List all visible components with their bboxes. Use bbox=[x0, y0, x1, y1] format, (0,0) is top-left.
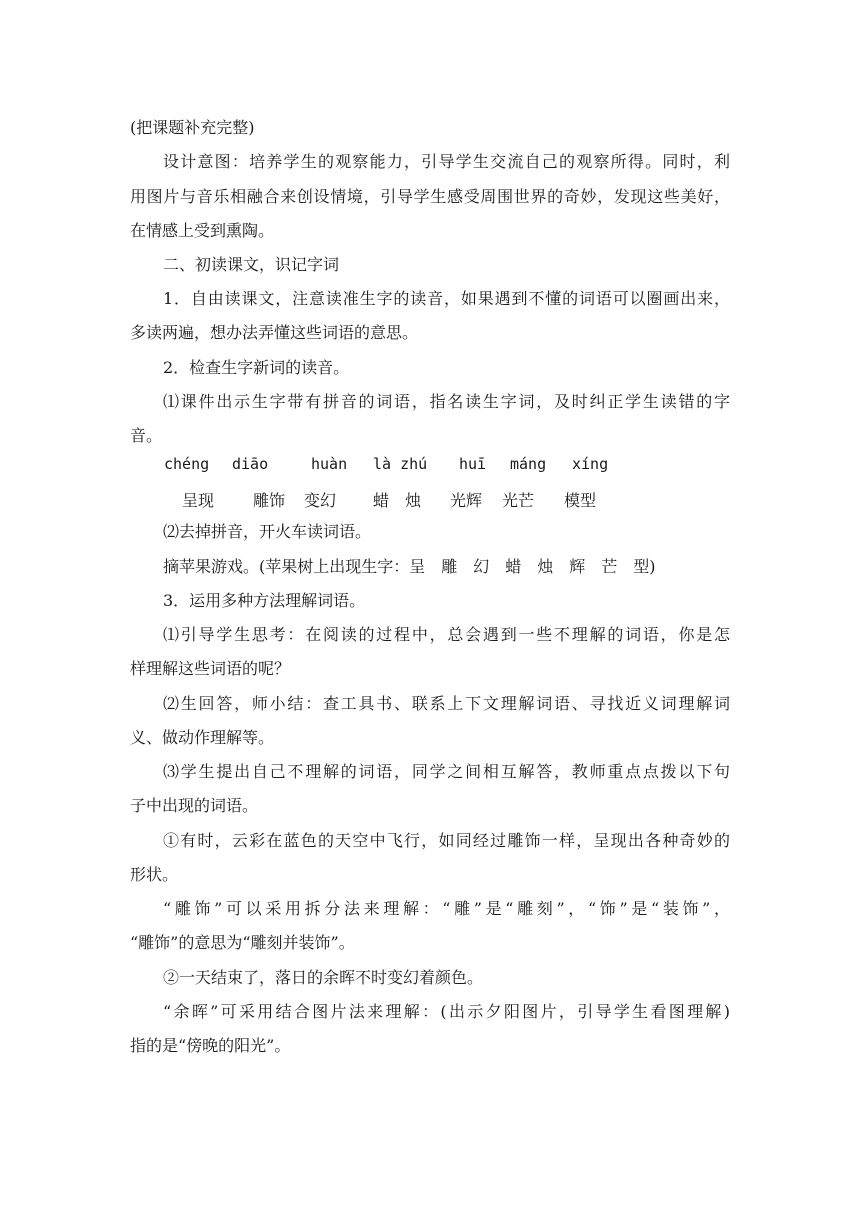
text-line: 多读两遍，想办法弄懂这些词语的意思。 bbox=[130, 323, 419, 342]
text-line: 2．检查生字新词的读音。 bbox=[163, 358, 350, 377]
text-line: 义、做动作理解等。 bbox=[130, 728, 275, 747]
vocab-word: 模型 bbox=[564, 491, 597, 510]
section-heading: 二、初读课文，识记字词 bbox=[163, 255, 340, 274]
text-line: (把课题补充完整) bbox=[130, 118, 255, 137]
text-line: ⑴引导学生思考：在阅读的过程中，总会遇到一些不理解的词语，你是怎 bbox=[163, 625, 730, 644]
text-line: “雕饰”的意思为“雕刻并装饰”。 bbox=[130, 933, 355, 952]
text-line: 设计意图：培养学生的观察能力，引导学生交流自己的观察所得。同时，利 bbox=[163, 152, 730, 171]
pinyin: chéng bbox=[164, 455, 210, 473]
text-line: 样理解这些词语的呢？ bbox=[130, 659, 291, 678]
text-line: ⑵生回答，师小结：查工具书、联系上下文理解词语、寻找近义词理解词 bbox=[163, 694, 730, 713]
text-line: 在情感上受到熏陶。 bbox=[130, 221, 275, 240]
pinyin: huī bbox=[459, 455, 487, 473]
text-line: “雕饰”可以采用拆分法来理解：“雕”是“雕刻”，“饰”是“装饰”， bbox=[163, 899, 730, 918]
pinyin: xíng bbox=[572, 455, 609, 473]
pinyin: máng bbox=[510, 455, 547, 473]
text-line: 子中出现的词语。 bbox=[130, 796, 259, 815]
text-line: 摘苹果游戏。(苹果树上出现生字：呈 雕 幻 蜡 烛 辉 芒 型) bbox=[163, 557, 656, 576]
text-line: ①有时，云彩在蓝色的天空中飞行，如同经过雕饰一样，呈现出各种奇妙的 bbox=[163, 831, 730, 850]
text-line: ⑶学生提出自己不理解的词语，同学之间相互解答，教师重点点拨以下句 bbox=[163, 762, 730, 781]
pinyin: huàn bbox=[311, 455, 348, 473]
pinyin: là zhú bbox=[373, 455, 428, 473]
vocab-word: 光芒 bbox=[502, 491, 535, 510]
vocab-word: 呈现 bbox=[182, 491, 215, 510]
vocab-word: 雕饰 bbox=[253, 491, 286, 510]
text-line: ②一天结束了，落日的余晖不时变幻着颜色。 bbox=[163, 968, 484, 987]
text-line: 指的是“傍晚的阳光”。 bbox=[130, 1036, 291, 1055]
text-line: 用图片与音乐相融合来创设情境，引导学生感受周围世界的奇妙，发现这些美好， bbox=[130, 187, 730, 206]
text-line: 音。 bbox=[130, 426, 163, 445]
text-line: 3．运用多种方法理解词语。 bbox=[163, 591, 366, 610]
text-line: 形状。 bbox=[130, 865, 179, 884]
text-line: 1．自由读课文，注意读准生字的读音，如果遇到不懂的词语可以圈画出来， bbox=[163, 289, 730, 308]
text-line: ⑵去掉拼音，开火车读词语。 bbox=[163, 522, 372, 541]
pinyin: diāo bbox=[232, 455, 269, 473]
vocab-word: 光辉 bbox=[450, 491, 483, 510]
text-line: ⑴课件出示生字带有拼音的词语，指名读生字词，及时纠正学生读错的字 bbox=[163, 392, 730, 411]
vocab-word: 蜡 烛 bbox=[373, 491, 422, 510]
vocab-word: 变幻 bbox=[304, 491, 337, 510]
text-line: “余晖”可采用结合图片法来理解：(出示夕阳图片，引导学生看图理解) bbox=[163, 1002, 730, 1021]
